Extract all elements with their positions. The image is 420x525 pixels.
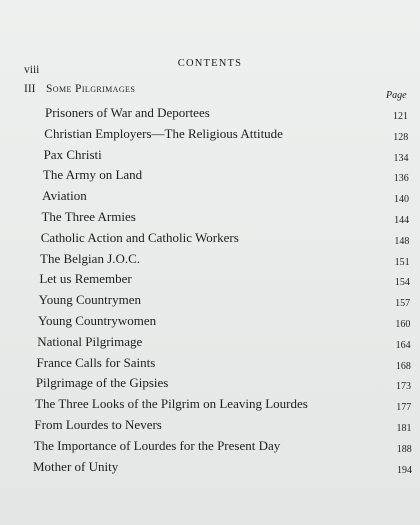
toc-entry xyxy=(0,147,420,167)
toc-entry-page: 121 xyxy=(393,111,408,122)
toc-entry-page: 168 xyxy=(395,360,411,372)
toc-entry-page: 160 xyxy=(395,319,411,330)
toc-entry-page: 173 xyxy=(396,381,412,393)
toc-entry-page: 144 xyxy=(394,215,410,226)
toc-entry-page: 151 xyxy=(394,256,410,268)
toc-entry-title: Pilgrimage of the Gipsies xyxy=(35,375,169,391)
toc-entry-title: Prisoners of War and Deportees xyxy=(45,105,210,120)
toc-entry-page: 194 xyxy=(397,464,412,476)
toc-entry-title: Young Countrywomen xyxy=(37,313,157,328)
page-column-label: Page xyxy=(386,90,407,101)
toc-entry-title: The Three Looks of the Pilgrim on Leaving Lourdes xyxy=(35,396,308,412)
toc-entry-page: 148 xyxy=(394,235,410,247)
toc-entry xyxy=(0,251,420,271)
toc-entry xyxy=(0,188,420,208)
toc-entry-title: National Pilgrimage xyxy=(37,333,143,349)
toc-entry-page: 177 xyxy=(396,402,412,414)
toc-entry xyxy=(0,396,420,416)
toc-entry-page: 188 xyxy=(396,443,412,455)
toc-entry-page: 154 xyxy=(394,277,410,289)
toc-entry xyxy=(0,292,420,312)
toc-entry-title: The Three Armies xyxy=(41,209,136,224)
toc-entry-page: 164 xyxy=(395,339,411,351)
toc-entry xyxy=(0,417,420,437)
toc-entry xyxy=(0,313,420,333)
toc-entry-page: 134 xyxy=(393,152,409,164)
toc-entry-title: From Lourdes to Nevers xyxy=(34,417,162,432)
toc-entry xyxy=(0,126,420,146)
toc-entry-title: The Importance of Lourdes for the Present Day xyxy=(33,437,281,453)
toc-entry-page: 181 xyxy=(396,423,412,434)
running-header: CONTENTS xyxy=(177,58,243,69)
toc-entry-page: 128 xyxy=(393,131,409,143)
toc-entry-title: The Belgian J.O.C. xyxy=(40,250,141,266)
toc-entry xyxy=(0,230,420,250)
toc-entry-title: The Army on Land xyxy=(42,167,143,183)
toc-entry-title: Christian Employers—The Religious Attitude xyxy=(44,125,283,141)
toc-entry xyxy=(0,355,420,375)
toc-entry-page: 157 xyxy=(395,298,411,310)
part-title: Some Pilgrimages xyxy=(46,83,136,95)
toc-entry xyxy=(0,438,420,458)
toc-entry xyxy=(0,167,420,187)
toc-entry-title: Pax Christi xyxy=(43,146,102,162)
folio-number: viii xyxy=(24,64,40,76)
toc-entry xyxy=(0,334,420,354)
toc-entry-title: Aviation xyxy=(42,188,87,204)
toc-entry-title: France Calls for Saints xyxy=(36,354,156,370)
toc-entry xyxy=(0,271,420,291)
part-heading xyxy=(24,83,135,95)
part-number: III xyxy=(24,83,36,95)
toc-entry-page: 136 xyxy=(393,173,409,185)
toc-entry-title: Let us Remember xyxy=(39,271,132,287)
toc-entry xyxy=(0,459,420,479)
toc-entry-title: Catholic Action and Catholic Workers xyxy=(40,229,239,245)
toc-entry xyxy=(0,209,420,229)
toc-entry-title: Mother of Unity xyxy=(33,458,119,474)
toc-entry-page: 140 xyxy=(393,194,409,206)
toc-entry xyxy=(0,105,420,125)
toc-entry xyxy=(0,375,420,395)
toc-entry-title: Young Countrymen xyxy=(38,292,141,308)
